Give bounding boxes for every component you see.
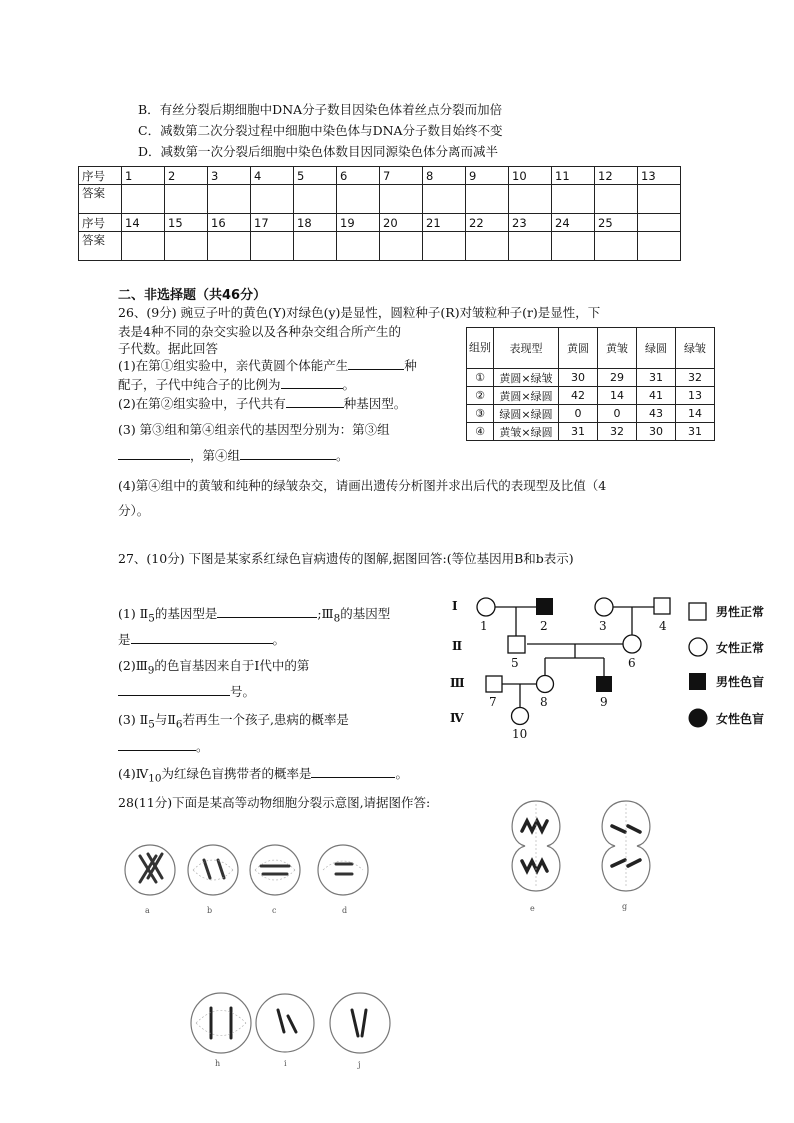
answer-cell[interactable] xyxy=(251,232,294,261)
cell-label: d xyxy=(342,906,348,915)
cell-label: a xyxy=(145,906,150,915)
answer-num: 2 xyxy=(165,167,208,185)
legend-label: 男性色盲 xyxy=(716,675,765,689)
answer-num: 25 xyxy=(595,214,638,232)
cell: 13 xyxy=(676,387,715,405)
q26-text: 。 xyxy=(336,448,349,463)
row-label: 答案 xyxy=(79,232,122,261)
header-col: 黄皱 xyxy=(598,328,637,369)
q26-text: 种基因型。 xyxy=(343,396,407,411)
male-colorblind-icon xyxy=(536,598,553,615)
cell-label: b xyxy=(207,906,213,915)
answer-cell[interactable] xyxy=(122,232,165,261)
legend-male-normal-icon xyxy=(689,603,706,620)
generation-label: Ⅰ xyxy=(452,599,458,613)
answer-cell[interactable] xyxy=(638,232,681,261)
q26-part3b xyxy=(118,446,349,464)
cell: 29 xyxy=(598,369,637,387)
male-normal-icon xyxy=(486,676,502,692)
section-title: 二、非选择题（共46分） xyxy=(118,288,267,303)
answer-cell[interactable] xyxy=(552,185,595,214)
q27-part1a xyxy=(118,604,390,625)
q27-part2b xyxy=(118,682,255,700)
individual-number: 10 xyxy=(512,727,528,741)
q27-text: (1) Ⅱ xyxy=(118,606,149,621)
answer-num: 1 xyxy=(122,167,165,185)
cell: 14 xyxy=(676,405,715,423)
q27-text: 。 xyxy=(395,766,408,781)
q27-text: 为红绿色盲携带者的概率是 xyxy=(161,766,312,781)
answer-cell[interactable] xyxy=(165,232,208,261)
cell-label: h xyxy=(215,1059,221,1068)
cell: 43 xyxy=(637,405,676,423)
answer-cell[interactable] xyxy=(208,185,251,214)
answer-num: 18 xyxy=(294,214,337,232)
cell: ④ xyxy=(467,423,494,441)
q26-part4b: 分）。 xyxy=(118,503,150,518)
answer-cell[interactable] xyxy=(337,185,380,214)
answer-cell[interactable] xyxy=(251,185,294,214)
cell-drawings-row3 xyxy=(186,988,406,1058)
q27-text: 与Ⅱ xyxy=(154,712,176,727)
q27-text: 的基因型 xyxy=(340,606,391,621)
female-normal-icon xyxy=(595,598,613,616)
individual-number: 3 xyxy=(599,619,607,633)
q27-sub: 10 xyxy=(148,772,162,785)
answer-cell[interactable] xyxy=(337,232,380,261)
q27-text: (4)Ⅳ xyxy=(118,766,149,781)
q26-text: 。 xyxy=(342,377,356,392)
cell: 42 xyxy=(559,387,598,405)
answer-num: 3 xyxy=(208,167,251,185)
blank[interactable] xyxy=(118,683,230,696)
answer-num: 15 xyxy=(165,214,208,232)
cell: 14 xyxy=(598,387,637,405)
individual-number: 8 xyxy=(540,695,548,709)
cell-label: e xyxy=(530,904,535,913)
answer-cell[interactable] xyxy=(294,185,337,214)
q26-text: (1)在第①组实验中，亲代黄圆个体能产生 xyxy=(118,358,349,373)
header-col: 绿圆 xyxy=(637,328,676,369)
option-b: B．有丝分裂后期细胞中DNA分子数目因染色体着丝点分裂而加倍 xyxy=(138,102,503,117)
blank[interactable] xyxy=(281,376,343,389)
answer-num: 13 xyxy=(638,167,681,185)
q27-sub: 6 xyxy=(175,718,183,731)
cell-label: j xyxy=(358,1060,361,1069)
cell: 0 xyxy=(559,405,598,423)
generation-label: Ⅳ xyxy=(450,711,464,725)
cell: 31 xyxy=(559,423,598,441)
answer-num xyxy=(638,214,681,232)
q27-text: 的色盲基因来自于Ⅰ代中的第 xyxy=(154,658,310,673)
answer-cell[interactable] xyxy=(294,232,337,261)
blank[interactable] xyxy=(311,765,395,778)
q26-text: ，第④组 xyxy=(190,448,241,463)
female-normal-icon xyxy=(512,708,529,725)
individual-number: 5 xyxy=(511,656,519,670)
cell: 32 xyxy=(676,369,715,387)
pedigree-diagram xyxy=(440,592,780,742)
answer-cell[interactable] xyxy=(208,232,251,261)
q27-text: 。 xyxy=(272,632,286,647)
cell: ③ xyxy=(467,405,494,423)
blank[interactable] xyxy=(286,395,344,408)
individual-number: 2 xyxy=(540,619,548,633)
q27-sub: 8 xyxy=(333,612,341,625)
q27-text: 是 xyxy=(118,632,131,647)
q27-sub: 5 xyxy=(148,612,155,625)
cell: 32 xyxy=(598,423,637,441)
answer-num: 14 xyxy=(122,214,165,232)
answer-cell[interactable] xyxy=(595,232,638,261)
female-normal-icon xyxy=(477,598,495,616)
q26-line1: 26、(9分) 豌豆子叶的黄色(Y)对绿色(y)是显性，圆粒种子(R)对皱粒种子(r)是显性，下 xyxy=(118,305,601,320)
q26-text: (2)在第②组实验中，子代共有 xyxy=(118,396,286,411)
answer-num: 21 xyxy=(423,214,466,232)
q28-title: 28(11分)下面是某高等动物细胞分裂示意图,请据图作答: xyxy=(118,795,431,810)
answer-num: 4 xyxy=(251,167,294,185)
q26-part1b xyxy=(118,375,355,393)
q26-part1a xyxy=(118,356,417,374)
legend-female-normal-icon xyxy=(689,638,707,656)
legend-male-colorblind-icon xyxy=(689,673,706,690)
blank[interactable] xyxy=(131,631,273,644)
answer-num: 22 xyxy=(466,214,509,232)
q27-sub: 5 xyxy=(148,718,155,731)
answer-num: 17 xyxy=(251,214,294,232)
female-normal-icon xyxy=(537,676,554,693)
q26-part4a: (4)第④组中的黄皱和纯种的绿皱杂交，请画出遗传分析图并求出后代的表现型及比值（4 xyxy=(118,478,607,493)
legend-female-colorblind-icon xyxy=(689,709,708,728)
cell: ① xyxy=(467,369,494,387)
male-normal-icon xyxy=(508,636,525,653)
q27-part2a xyxy=(118,656,309,677)
blank[interactable] xyxy=(118,738,196,751)
answer-cell[interactable] xyxy=(380,232,423,261)
q26-part2 xyxy=(118,394,406,412)
male-colorblind-icon xyxy=(596,676,612,692)
answer-num: 6 xyxy=(337,167,380,185)
cell: 0 xyxy=(598,405,637,423)
q26-line2: 表是4种不同的杂交实验以及各种杂交组合所产生的 xyxy=(118,324,401,339)
q27-text: (3) Ⅱ xyxy=(118,712,149,727)
q27-text: 的基因型是 xyxy=(154,606,218,621)
generation-label: Ⅲ xyxy=(450,676,465,690)
q27-text: 。 xyxy=(196,739,209,754)
answer-num: 5 xyxy=(294,167,337,185)
answer-num: 19 xyxy=(337,214,380,232)
q27-part3a xyxy=(118,710,349,731)
answer-cell[interactable] xyxy=(509,232,552,261)
cell-label: g xyxy=(622,902,628,911)
header-group: 组别 xyxy=(467,328,494,369)
q27-sub: 9 xyxy=(147,664,155,677)
female-normal-icon xyxy=(623,635,641,653)
cell: 31 xyxy=(637,369,676,387)
header-phenotype: 表现型 xyxy=(494,328,559,369)
answer-num: 16 xyxy=(208,214,251,232)
cross-results-table xyxy=(466,327,715,441)
cell: 黄圆×绿皱 xyxy=(494,369,559,387)
cell: 31 xyxy=(676,423,715,441)
answer-cell[interactable] xyxy=(380,185,423,214)
legend-label: 男性正常 xyxy=(716,605,765,619)
row-label: 序号 xyxy=(79,167,122,185)
blank[interactable] xyxy=(240,447,336,460)
answer-num: 7 xyxy=(380,167,423,185)
answer-num: 11 xyxy=(552,167,595,185)
q27-part3b xyxy=(118,737,209,755)
answer-cell[interactable] xyxy=(423,232,466,261)
cell: 绿圆×绿圆 xyxy=(494,405,559,423)
q27-text: ;Ⅲ xyxy=(317,606,334,621)
answer-cell[interactable] xyxy=(122,185,165,214)
cell: 30 xyxy=(637,423,676,441)
cell: 30 xyxy=(559,369,598,387)
row-label: 序号 xyxy=(79,214,122,232)
answer-num: 12 xyxy=(595,167,638,185)
generation-label: Ⅱ xyxy=(452,639,463,653)
cell: 黄圆×绿圆 xyxy=(494,387,559,405)
individual-number: 1 xyxy=(480,619,488,633)
cell: 黄皱×绿圆 xyxy=(494,423,559,441)
q27-text: 号。 xyxy=(230,684,256,699)
q26-text: 种 xyxy=(404,358,417,373)
answer-cell[interactable] xyxy=(595,185,638,214)
option-d: D．减数第一次分裂后细胞中染色体数目因同源染色体分离而减半 xyxy=(138,144,499,159)
cell-drawings-row1 xyxy=(118,832,378,912)
answer-num: 9 xyxy=(466,167,509,185)
answer-num: 10 xyxy=(509,167,552,185)
q27-part1b xyxy=(118,630,285,648)
q27-text: (2)Ⅲ xyxy=(118,658,148,673)
answer-num: 23 xyxy=(509,214,552,232)
option-c: C．减数第二次分裂过程中细胞中染色体与DNA分子数目始终不变 xyxy=(138,123,503,138)
cell-drawings-row2 xyxy=(500,796,670,896)
answer-cell[interactable] xyxy=(466,232,509,261)
answer-cell[interactable] xyxy=(638,185,681,214)
cell-label: i xyxy=(284,1059,287,1068)
q26-part3a: (3) 第③组和第④组亲代的基因型分别为：第③组 xyxy=(118,422,390,437)
legend-label: 女性正常 xyxy=(716,641,765,655)
blank[interactable] xyxy=(217,605,317,618)
answer-table xyxy=(78,166,681,261)
cell-label: c xyxy=(272,906,277,915)
answer-num: 8 xyxy=(423,167,466,185)
header-col: 黄圆 xyxy=(559,328,598,369)
q26-text: 配子，子代中纯合子的比例为 xyxy=(118,377,281,392)
answer-num: 20 xyxy=(380,214,423,232)
legend-label: 女性色盲 xyxy=(716,712,765,726)
male-normal-icon xyxy=(654,598,670,614)
individual-number: 9 xyxy=(600,695,608,709)
answer-cell[interactable] xyxy=(423,185,466,214)
individual-number: 4 xyxy=(659,619,667,633)
answer-cell[interactable] xyxy=(552,232,595,261)
cell: 41 xyxy=(637,387,676,405)
header-col: 绿皱 xyxy=(676,328,715,369)
cell: ② xyxy=(467,387,494,405)
individual-number: 6 xyxy=(628,656,636,670)
q27-part4 xyxy=(118,764,408,785)
q27-text: 若再生一个孩子,患病的概率是 xyxy=(182,712,349,727)
row-label: 答案 xyxy=(79,185,122,214)
q26-line3: 子代数。据此回答 xyxy=(118,341,219,356)
answer-cell[interactable] xyxy=(509,185,552,214)
answer-cell[interactable] xyxy=(466,185,509,214)
blank[interactable] xyxy=(118,447,190,460)
answer-num: 24 xyxy=(552,214,595,232)
q27-title: 27、(10分) 下图是某家系红绿色盲病遗传的图解,据图回答:(等位基因用B和b表示) xyxy=(118,551,574,566)
individual-number: 7 xyxy=(489,695,497,709)
blank[interactable] xyxy=(348,357,404,370)
answer-cell[interactable] xyxy=(165,185,208,214)
